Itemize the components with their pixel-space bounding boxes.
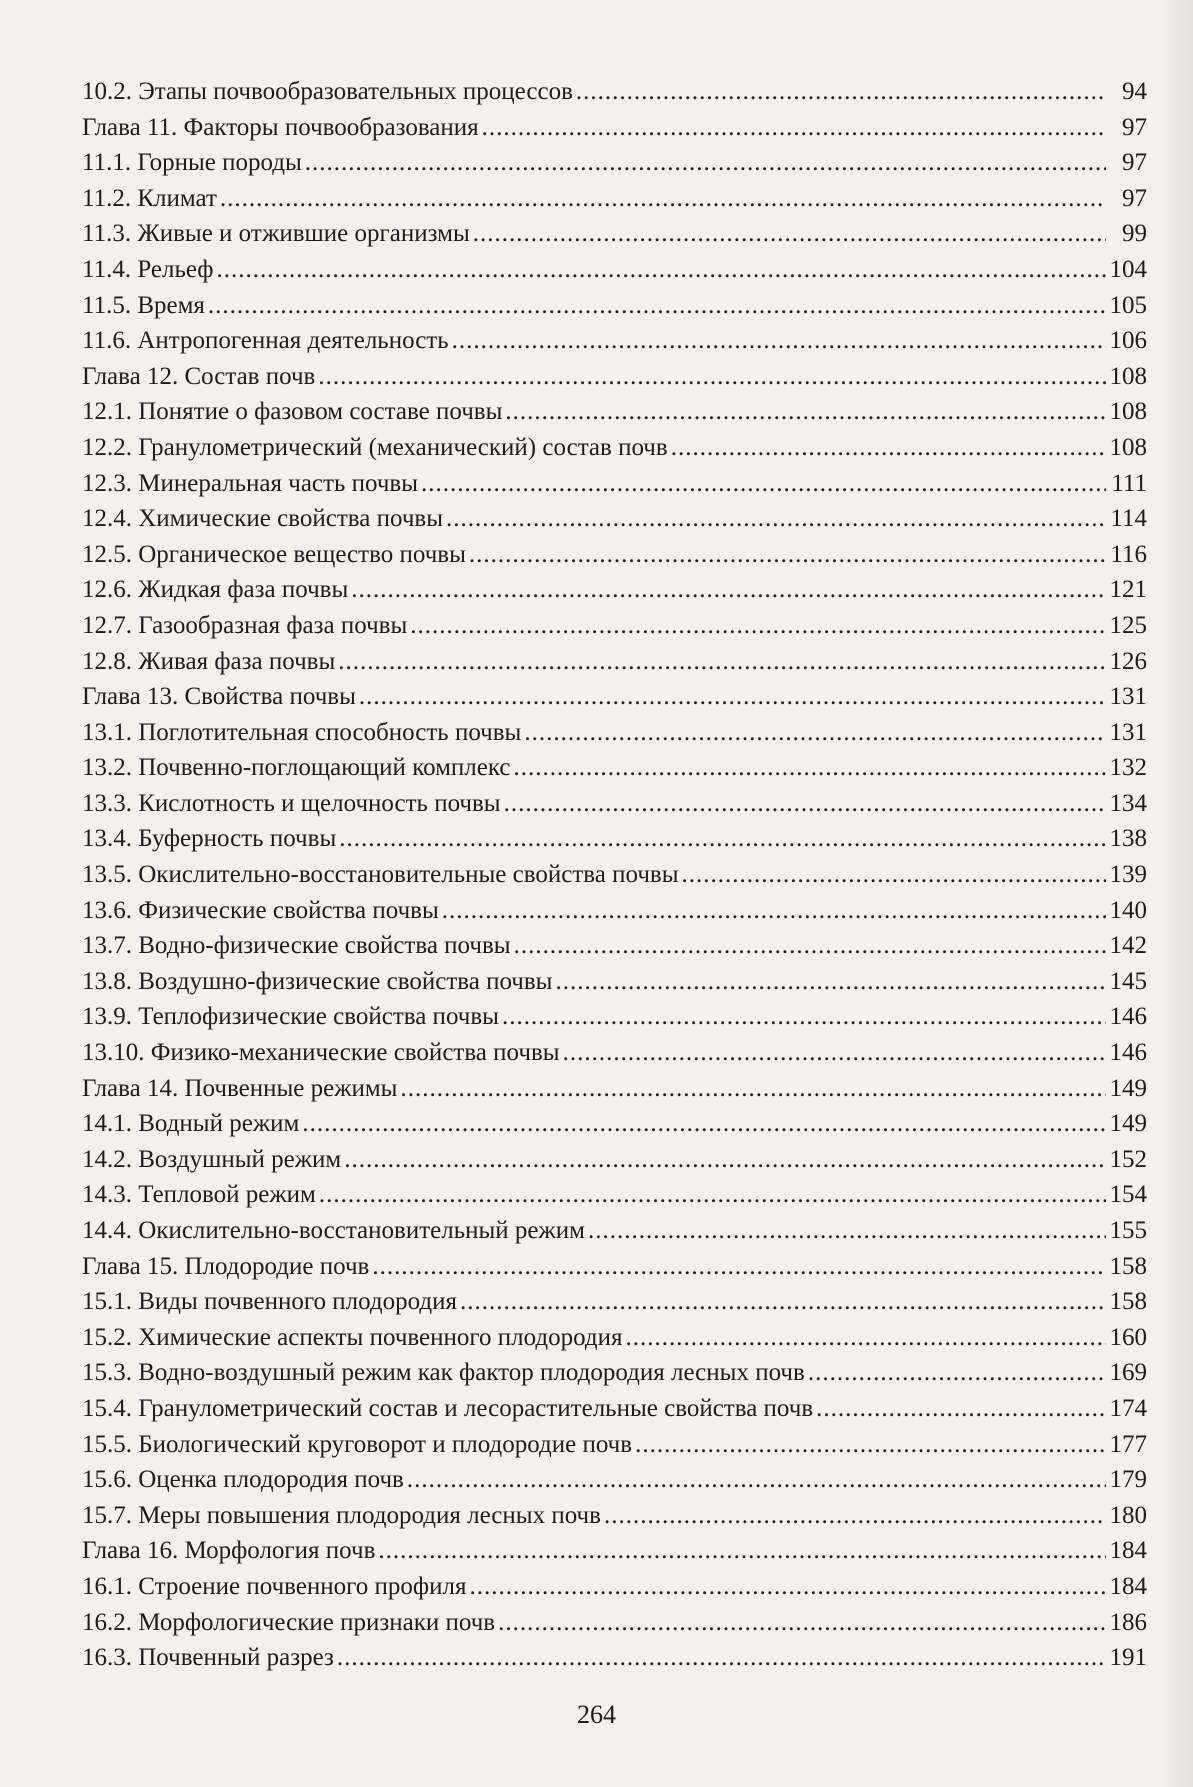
toc-entry-title: 16.3. Почвенный разрез: [82, 1644, 334, 1672]
toc-dot-leader: [410, 608, 1106, 644]
toc-section-entry: [82, 394, 1147, 430]
toc-dot-leader: [452, 323, 1106, 359]
toc-entry-page: 145: [1109, 967, 1147, 995]
toc-dot-leader: [319, 1177, 1106, 1213]
toc-entry-title: 12.6. Жидкая фаза почвы: [82, 576, 349, 604]
toc-dot-leader: [504, 786, 1106, 822]
toc-dot-leader: [635, 1427, 1106, 1463]
toc-dot-leader: [588, 1213, 1106, 1249]
toc-dot-leader: [473, 216, 1106, 252]
toc-section-entry: [82, 74, 1147, 110]
toc-entry-page: 139: [1109, 861, 1147, 889]
toc-entry-page: 99: [1122, 220, 1147, 248]
toc-entry-page: 131: [1109, 683, 1147, 711]
toc-entry-page: 116: [1110, 540, 1147, 568]
toc-dot-leader: [563, 1035, 1106, 1071]
toc-section-entry: [82, 216, 1147, 252]
toc-section-entry: [82, 288, 1147, 324]
toc-dot-leader: [359, 679, 1106, 715]
toc-entry-page: 174: [1109, 1394, 1147, 1422]
toc-entry-title: Глава 16. Морфология почв: [82, 1537, 376, 1565]
toc-section-entry: [82, 715, 1147, 751]
toc-dot-leader: [482, 110, 1106, 146]
toc-dot-leader: [372, 1249, 1106, 1285]
toc-section-entry: [82, 608, 1147, 644]
toc-dot-leader: [407, 1462, 1106, 1498]
toc-section-entry: [82, 1640, 1147, 1676]
toc-dot-leader: [808, 1355, 1106, 1391]
toc-dot-leader: [421, 466, 1106, 502]
toc-entry-title: 11.3. Живые и отжившие организмы: [82, 220, 470, 248]
toc-entry-page: 97: [1122, 149, 1147, 177]
toc-entry-page: 106: [1109, 327, 1147, 355]
toc-entry-page: 146: [1109, 1039, 1147, 1067]
toc-entry-page: 104: [1109, 255, 1147, 283]
toc-section-entry: [82, 786, 1147, 822]
toc-entry-title: 13.5. Окислительно-восстановительные свойства почвы: [82, 861, 679, 889]
toc-entry-title: 13.8. Воздушно-физические свойства почвы: [82, 967, 553, 995]
toc-entry-page: 97: [1122, 113, 1147, 141]
toc-entry-page: 149: [1109, 1110, 1147, 1138]
toc-section-entry: [82, 537, 1147, 573]
toc-dot-leader: [816, 1391, 1106, 1427]
toc-entry-page: 158: [1109, 1288, 1147, 1316]
toc-section-entry: [82, 323, 1147, 359]
toc-entry-page: 94: [1122, 78, 1147, 105]
toc-entry-title: 14.2. Воздушный режим: [82, 1145, 342, 1173]
toc-dot-leader: [460, 1284, 1106, 1320]
toc-section-entry: [82, 1462, 1147, 1498]
toc-entry-page: 134: [1109, 789, 1147, 817]
toc-section-entry: [82, 1213, 1147, 1249]
toc-entry-title: Глава 13. Свойства почвы: [82, 683, 356, 711]
toc-dot-leader: [305, 145, 1106, 181]
toc-entry-page: 186: [1109, 1608, 1147, 1636]
toc-entry-title: 15.7. Меры повышения плодородия лесных почв: [82, 1501, 601, 1529]
toc-dot-leader: [498, 1605, 1106, 1641]
toc-section-entry: [82, 964, 1147, 1000]
toc-dot-leader: [524, 715, 1106, 751]
toc-entry-page: 160: [1109, 1323, 1147, 1351]
toc-section-entry: [82, 501, 1147, 537]
toc-chapter-entry: [82, 1071, 1147, 1107]
toc-entry-page: 108: [1109, 362, 1147, 390]
toc-section-entry: [82, 1177, 1147, 1213]
toc-entry-title: 13.6. Физические свойства почвы: [82, 896, 439, 924]
toc-entry-title: 13.1. Поглотительная способность почвы: [82, 718, 522, 746]
toc-entry-page: 142: [1109, 932, 1147, 960]
toc-dot-leader: [626, 1320, 1106, 1356]
toc-entry-page: 184: [1109, 1537, 1147, 1565]
toc-entry-title: 14.3. Тепловой режим: [82, 1181, 316, 1209]
toc-chapter-entry: [82, 110, 1147, 146]
toc-entry-title: 15.3. Водно-воздушный режим как фактор плодородия лесных почв: [82, 1359, 805, 1387]
toc-entry-title: 11.4. Рельеф: [82, 255, 214, 283]
toc-entry-title: 11.5. Время: [82, 291, 205, 319]
toc-entry-page: 169: [1109, 1359, 1147, 1387]
toc-entry-page: 155: [1109, 1217, 1147, 1244]
toc-entry-page: 177: [1109, 1430, 1147, 1458]
toc-entry-page: 105: [1109, 291, 1147, 319]
toc-dot-leader: [576, 74, 1106, 110]
toc-entry-page: 154: [1109, 1181, 1147, 1209]
toc-entry-title: 12.7. Газообразная фаза почвы: [82, 611, 408, 639]
toc-chapter-entry: [82, 1533, 1147, 1569]
toc-dot-leader: [682, 857, 1107, 893]
toc-chapter-entry: [82, 679, 1147, 715]
toc-entry-page: 146: [1109, 1003, 1147, 1031]
toc-dot-leader: [302, 1106, 1106, 1142]
toc-entry-page: 179: [1109, 1466, 1147, 1494]
toc-dot-leader: [318, 359, 1106, 395]
toc-entry-title: 15.6. Оценка плодородия почв: [82, 1466, 404, 1494]
toc-section-entry: [82, 1035, 1147, 1071]
toc-entry-title: 13.10. Физико-механические свойства почвы: [82, 1039, 560, 1067]
toc-entry-title: 12.1. Понятие о фазовом составе почвы: [82, 398, 503, 426]
toc-entry-title: 11.2. Климат: [82, 184, 217, 212]
toc-section-entry: [82, 430, 1147, 466]
toc-dot-leader: [502, 999, 1106, 1035]
toc-section-entry: [82, 750, 1147, 786]
toc-section-entry: [82, 928, 1147, 964]
toc-entry-title: 14.1. Водный режим: [82, 1110, 300, 1138]
toc-entry-page: 140: [1109, 896, 1147, 924]
page-number: 264: [577, 1700, 616, 1729]
toc-entry-page: 125: [1109, 611, 1147, 639]
toc-entry-title: Глава 11. Факторы почвообразования: [82, 113, 479, 141]
toc-entry-title: 11.6. Антропогенная деятельность: [82, 327, 449, 355]
toc-dot-leader: [514, 928, 1106, 964]
toc-entry-page: 97: [1122, 184, 1147, 212]
toc-entry-title: Глава 15. Плодородие почв: [82, 1252, 370, 1280]
toc-dot-leader: [604, 1498, 1106, 1534]
toc-entry-page: 114: [1110, 505, 1147, 533]
toc-entry-title: 12.2. Гранулометрический (механический) состав почв: [82, 433, 668, 461]
toc-section-entry: [82, 1320, 1147, 1356]
toc-section-entry: [82, 181, 1147, 217]
toc-section-entry: [82, 466, 1147, 502]
toc-section-entry: [82, 1391, 1147, 1427]
toc-entry-title: 15.5. Биологический круговорот и плодородие почв: [82, 1430, 633, 1458]
toc-dot-leader: [505, 394, 1106, 430]
toc-entry-title: 12.4. Химические свойства почвы: [82, 505, 443, 533]
toc-entry-title: 15.1. Виды почвенного плодородия: [82, 1288, 457, 1316]
toc-section-entry: [82, 1142, 1147, 1178]
toc-section-entry: [82, 1355, 1147, 1391]
toc-entry-title: Глава 12. Состав почв: [82, 362, 316, 390]
toc-entry-title: 10.2. Этапы почвообразовательных процессов: [82, 78, 573, 105]
toc-entry-page: 158: [1109, 1252, 1147, 1280]
toc-chapter-entry: [82, 359, 1147, 395]
toc-section-entry: [82, 1498, 1147, 1534]
toc-entry-page: 180: [1109, 1501, 1147, 1529]
toc-chapter-entry: [82, 1249, 1147, 1285]
table-of-contents: [82, 74, 1147, 1676]
toc-entry-page: 184: [1109, 1572, 1147, 1600]
toc-entry-page: 126: [1109, 647, 1147, 675]
toc-dot-leader: [400, 1071, 1106, 1107]
toc-dot-leader: [216, 252, 1106, 288]
toc-entry-page: 138: [1109, 825, 1147, 853]
toc-entry-title: 14.4. Окислительно-восстановительный режим: [82, 1217, 585, 1244]
toc-entry-title: 15.4. Гранулометрический состав и лесорастительные свойства почв: [82, 1394, 814, 1422]
toc-dot-leader: [338, 644, 1106, 680]
toc-section-entry: [82, 572, 1147, 608]
toc-entry-title: 16.1. Строение почвенного профиля: [82, 1572, 467, 1600]
toc-entry-page: 132: [1109, 754, 1147, 782]
toc-entry-page: 108: [1109, 398, 1147, 426]
toc-entry-title: Глава 14. Почвенные режимы: [82, 1074, 398, 1102]
toc-dot-leader: [469, 1569, 1106, 1605]
toc-entry-title: 13.2. Почвенно-поглощающий комплекс: [82, 754, 511, 782]
toc-entry-page: 131: [1109, 718, 1147, 746]
toc-entry-title: 16.2. Морфологические признаки почв: [82, 1608, 496, 1636]
toc-dot-leader: [337, 1640, 1106, 1676]
toc-entry-title: 13.7. Водно-физические свойства почвы: [82, 932, 511, 960]
toc-entry-page: 108: [1109, 433, 1147, 461]
toc-section-entry: [82, 1284, 1147, 1320]
toc-dot-leader: [469, 537, 1106, 573]
toc-dot-leader: [442, 893, 1106, 929]
toc-dot-leader: [555, 964, 1106, 1000]
toc-entry-title: 12.5. Органическое вещество почвы: [82, 540, 466, 568]
toc-section-entry: [82, 1569, 1147, 1605]
toc-dot-leader: [208, 288, 1106, 324]
toc-section-entry: [82, 857, 1147, 893]
toc-dot-leader: [220, 181, 1106, 217]
toc-section-entry: [82, 893, 1147, 929]
toc-entry-title: 15.2. Химические аспекты почвенного плодородия: [82, 1323, 623, 1351]
toc-entry-page: 111: [1111, 469, 1147, 497]
toc-entry-title: 12.8. Живая фаза почвы: [82, 647, 336, 675]
toc-dot-leader: [351, 572, 1106, 608]
toc-dot-leader: [344, 1142, 1106, 1178]
toc-entry-title: 12.3. Минеральная часть почвы: [82, 469, 418, 497]
toc-section-entry: [82, 1605, 1147, 1641]
toc-section-entry: [82, 1427, 1147, 1463]
toc-section-entry: [82, 644, 1147, 680]
toc-section-entry: [82, 145, 1147, 181]
toc-section-entry: [82, 999, 1147, 1035]
toc-dot-leader: [671, 430, 1106, 466]
toc-section-entry: [82, 821, 1147, 857]
toc-entry-page: 149: [1109, 1074, 1147, 1102]
toc-dot-leader: [513, 750, 1106, 786]
toc-section-entry: [82, 252, 1147, 288]
toc-entry-page: 152: [1109, 1145, 1147, 1173]
toc-entry-title: 13.9. Теплофизические свойства почвы: [82, 1003, 499, 1031]
toc-dot-leader: [339, 821, 1106, 857]
toc-entry-page: 191: [1109, 1644, 1147, 1672]
toc-entry-title: 13.4. Буферность почвы: [82, 825, 337, 853]
toc-dot-leader: [378, 1533, 1106, 1569]
toc-section-entry: [82, 1106, 1147, 1142]
toc-entry-page: 121: [1109, 576, 1147, 604]
toc-entry-title: 11.1. Горные породы: [82, 149, 302, 177]
toc-entry-title: 13.3. Кислотность и щелочность почвы: [82, 789, 501, 817]
toc-dot-leader: [446, 501, 1106, 537]
